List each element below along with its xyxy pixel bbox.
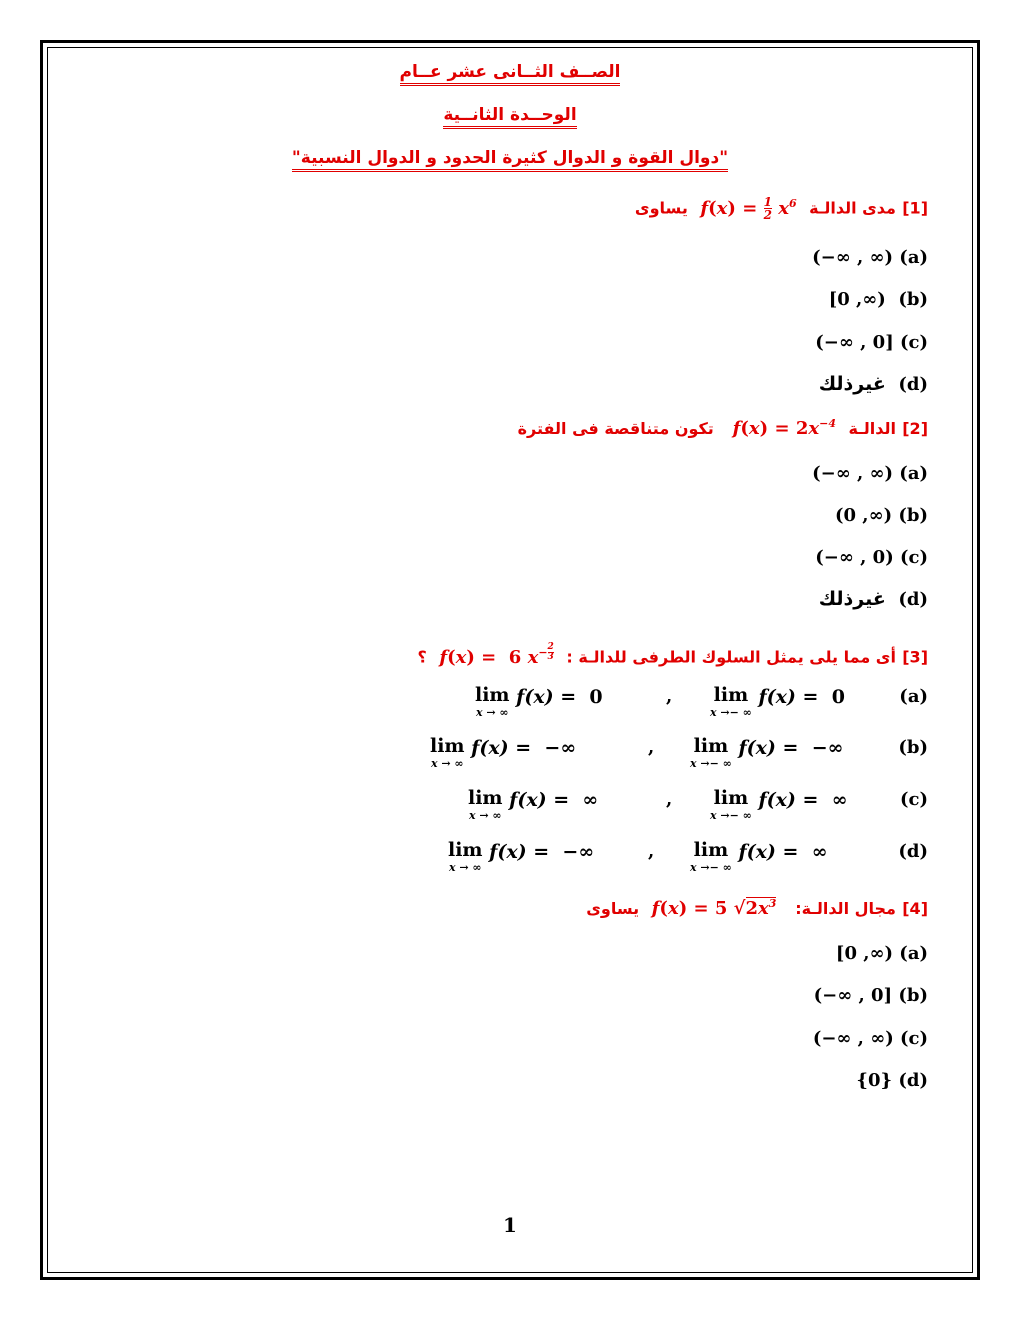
question-3-text-before: أى مما يلى يمثل السلوك الطرفى للدالـة : [566,647,896,667]
option-separator: , [666,686,673,707]
question-3-number: [3] [902,647,928,667]
question-4-formula: f(x) = 5 $√2x^3$ [651,897,777,919]
question-1 [635,196,928,221]
lim-value: −∞ [562,841,595,863]
question-1-option-b[interactable]: [0 ,∞) (b) [828,289,928,310]
lim-word: lim [693,735,729,757]
question-1-formula: f(x) = $\frac{1}{2} x^6$ [700,195,797,222]
question-4-option-d[interactable]: {0} (d) [856,1070,928,1091]
lim-value: 0 [831,686,845,708]
question-1-option-d[interactable]: غيرذلك (d) [818,373,928,395]
lim-expression: f(x) = [751,686,832,708]
lim-subscript: x → ∞ [430,757,464,770]
question-3-formula: f(x) = 6 $x^{- \frac{2}{3}}$ [439,642,554,668]
question-1-text-before: مدى الدالـة [809,198,896,218]
question-3-option-a-limit-neg [710,686,845,718]
question-4-text-after: يساوى [586,899,640,918]
question-3-option-d-label[interactable]: (d) [898,841,928,862]
lim-expression: f(x) = [731,737,812,759]
lim-word: lim [448,839,483,861]
lim-subscript: x →− ∞ [690,757,732,770]
question-4-text-before: مجال الدالـة: [795,899,896,918]
lim-subscript: x → ∞ [448,861,482,874]
question-3-option-b-limit-pos [430,737,576,769]
question-2-number: [2] [902,419,928,438]
question-2-option-b[interactable]: (0 ,∞) (b) [835,505,928,526]
lim-expression: f(x) = [509,686,590,708]
lim-subscript: x → ∞ [475,706,509,719]
lim-expression: f(x) = [731,841,812,863]
lim-word: lim [693,839,729,861]
question-4-option-b[interactable]: (−∞ , 0] (b) [813,985,928,1006]
lim-value: −∞ [811,737,844,759]
lim-value: ∞ [582,789,599,811]
question-4-number: [4] [902,899,928,918]
question-3-option-d-limit-pos [448,841,594,873]
option-separator: , [648,737,655,758]
lim-expression: f(x) = [502,789,583,811]
option-separator: , [666,789,673,810]
question-3-option-a-label[interactable]: (a) [899,686,928,707]
lim-word: lim [713,684,749,706]
lim-expression: f(x) = [464,737,545,759]
question-2 [518,418,928,439]
page-number: 1 [503,1213,517,1237]
question-2-option-a[interactable]: (−∞ , ∞) (a) [812,463,928,484]
question-4-option-a[interactable]: [0 ,∞) (a) [835,943,928,964]
lim-subscript: x → ∞ [468,809,502,822]
lim-value: ∞ [831,789,848,811]
lim-expression: f(x) = [751,789,832,811]
lim-word: lim [468,787,503,809]
question-1-option-a[interactable]: (−∞ , ∞) (a) [812,247,928,268]
question-3 [417,643,928,668]
question-4 [586,898,928,919]
question-3-option-d-limit-neg [690,841,828,873]
question-3-option-a-limit-pos [475,686,603,718]
lim-subscript: x →− ∞ [690,861,732,874]
question-2-formula: $f(x) = 2x^{-4}$ [732,417,836,439]
question-2-option-d[interactable]: غيرذلك (d) [818,588,928,610]
question-1-number: [1] [902,198,928,218]
question-2-text-after: تكون متناقصة فى الفترة [517,419,714,438]
question-1-text-after: يساوى [634,198,688,218]
header-grade: الصــف الثــانى عشر عــام [0,62,1020,82]
question-3-option-b-label[interactable]: (b) [898,737,928,758]
question-2-text-before: الدالـة [848,419,896,438]
lim-value: ∞ [811,841,828,863]
question-3-text-after: ؟ [417,647,427,667]
lim-word: lim [430,735,465,757]
question-3-option-c-limit-neg [710,789,848,821]
question-3-option-b-limit-neg [690,737,843,769]
lim-value: −∞ [544,737,577,759]
lim-subscript: x →− ∞ [710,809,752,822]
header-topic: "دوال القوة و الدوال كثيرة الحدود و الدوال النسبية" [0,148,1020,168]
lim-expression: f(x) = [482,841,563,863]
lim-subscript: x →− ∞ [710,706,752,719]
question-2-option-c[interactable]: (−∞ , 0) (c) [815,547,928,568]
question-4-option-c[interactable]: (−∞ , ∞) (c) [812,1028,928,1049]
question-3-option-c-limit-pos [468,789,598,821]
lim-value: 0 [589,686,603,708]
header-unit: الوحــدة الثانــية [0,105,1020,125]
question-1-option-c[interactable]: (−∞ , 0] (c) [815,332,928,353]
lim-word: lim [475,684,510,706]
lim-word: lim [713,787,749,809]
option-separator: , [648,841,655,862]
question-3-option-c-label[interactable]: (c) [900,789,928,810]
